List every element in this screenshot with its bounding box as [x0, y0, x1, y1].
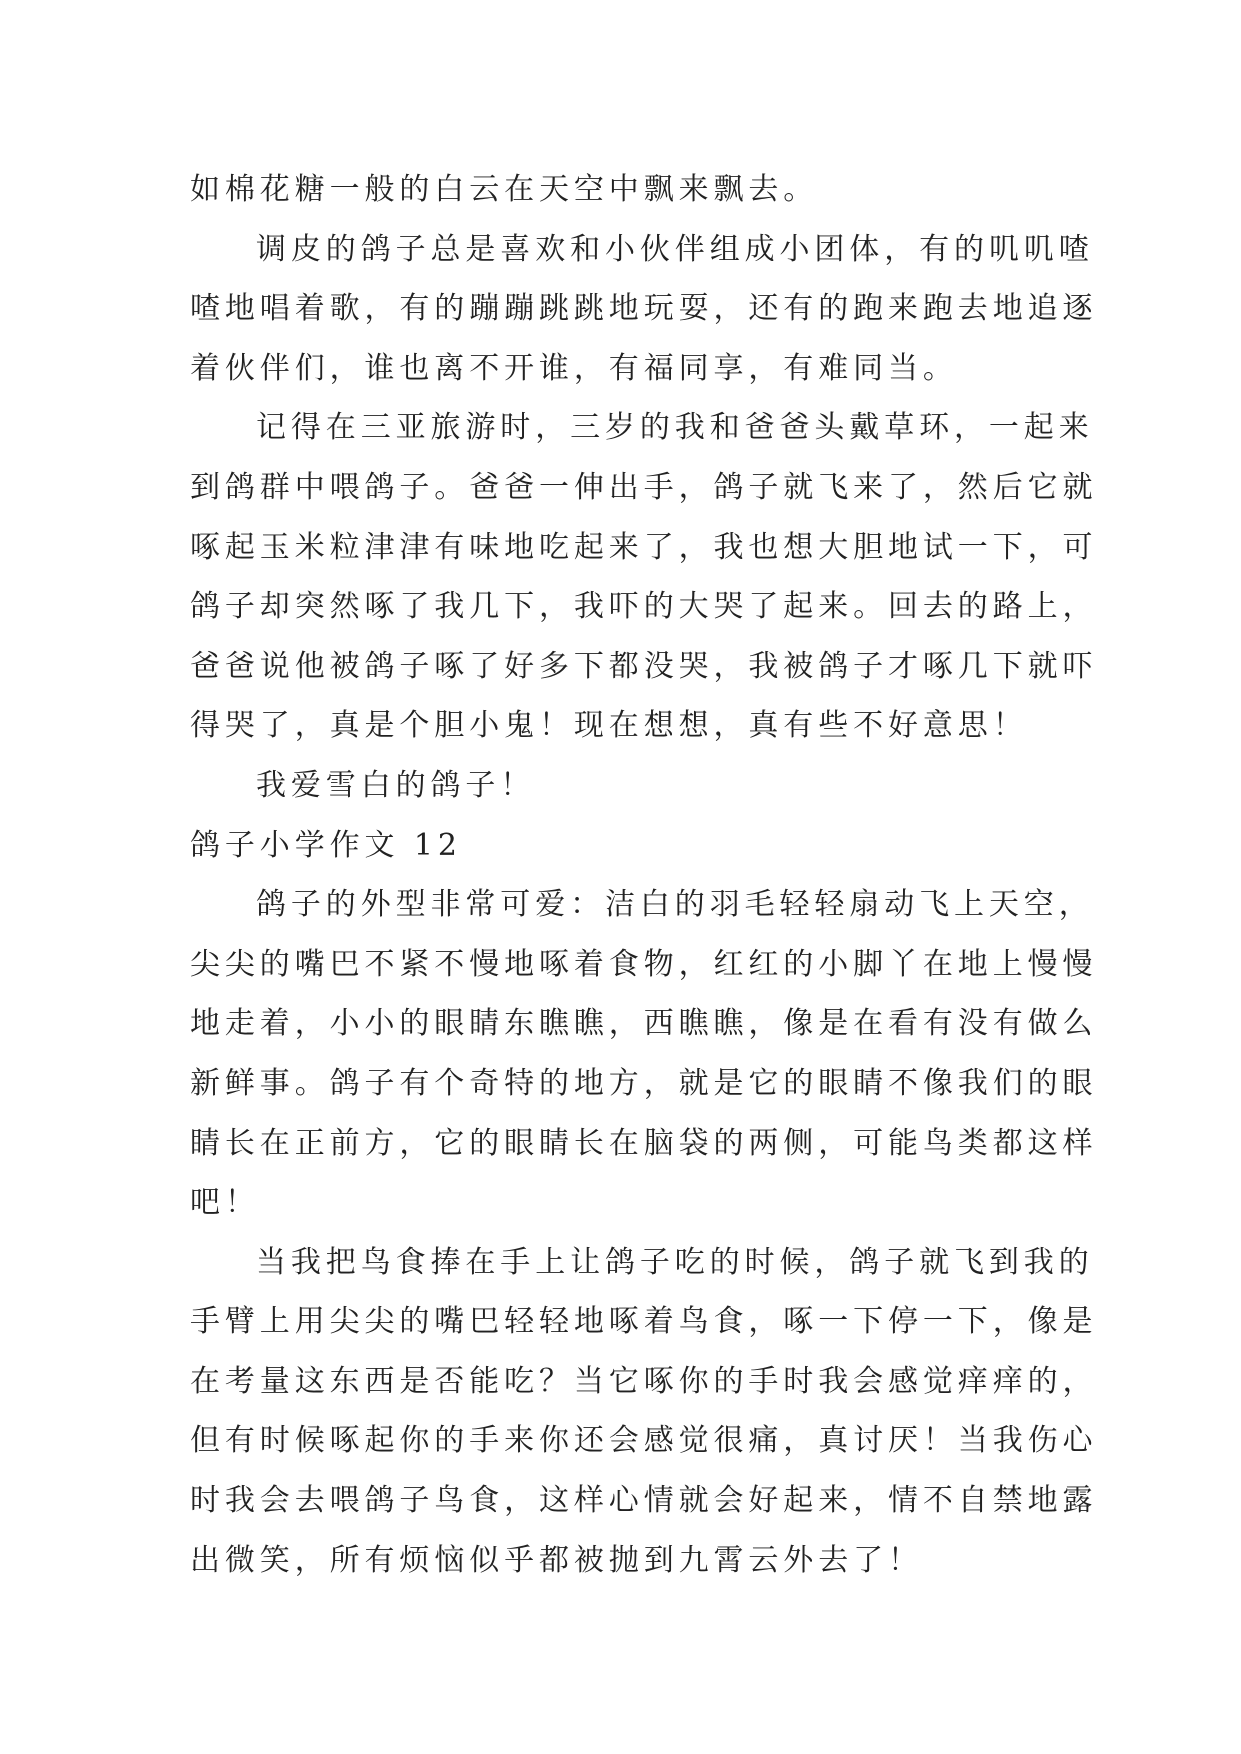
paragraph-first-line: 我爱雪白的鸽子！: [256, 767, 536, 803]
text-line: 爸爸说他被鸽子啄了好多下都没哭，我被鸽子才啄几下就吓: [190, 648, 1098, 684]
text-line: 睛长在正前方，它的眼睛长在脑袋的两侧，可能鸟类都这样: [190, 1125, 1098, 1161]
text-line: 地走着，小小的眼睛东瞧瞧，西瞧瞧，像是在看有没有做么: [190, 1006, 1098, 1042]
text-line: 时我会去喂鸽子鸟食，这样心情就会好起来，情不自禁地露: [190, 1483, 1098, 1519]
paragraph-first-line: 鸽子的外型非常可爱：洁白的羽毛轻轻扇动飞上天空，: [256, 887, 1094, 923]
text-line: 吧！: [190, 1185, 260, 1221]
text-line: 到鸽群中喂鸽子。爸爸一伸出手，鸽子就飞来了，然后它就: [190, 469, 1098, 505]
document-body: [190, 160, 1098, 1590]
paragraph-first-line: 当我把鸟食捧在手上让鸽子吃的时候，鸽子就飞到我的: [256, 1244, 1094, 1280]
text-line: 新鲜事。鸽子有个奇特的地方，就是它的眼睛不像我们的眼: [190, 1065, 1098, 1101]
section-heading: 鸽子小学作文 12: [190, 827, 462, 863]
text-line: 啄起玉米粒津津有味地吃起来了，我也想大胆地试一下，可: [190, 529, 1098, 565]
text-line: 着伙伴们，谁也离不开谁，有福同享，有难同当。: [190, 350, 958, 386]
text-line: 出微笑，所有烦恼似乎都被抛到九霄云外去了！: [190, 1542, 923, 1578]
text-line: 如棉花糖一般的白云在天空中飘来飘去。: [190, 172, 819, 207]
text-line: 在考量这东西是否能吃？当它啄你的手时我会感觉痒痒的，: [190, 1363, 1098, 1399]
text-line: 尖尖的嘴巴不紧不慢地啄着食物，红红的小脚丫在地上慢慢: [190, 946, 1098, 982]
paragraph-first-line: 记得在三亚旅游时，三岁的我和爸爸头戴草环，一起来: [256, 410, 1094, 446]
text-line: 手臂上用尖尖的嘴巴轻轻地啄着鸟食，啄一下停一下，像是: [190, 1304, 1098, 1340]
text-line: 得哭了，真是个胆小鬼！现在想想，真有些不好意思！: [190, 708, 1028, 744]
paragraph-first-line: 调皮的鸽子总是喜欢和小伙伴组成小团体，有的叽叽喳: [256, 231, 1094, 267]
text-line: 鸽子却突然啄了我几下，我吓的大哭了起来。回去的路上，: [190, 589, 1098, 625]
text-line: 但有时候啄起你的手来你还会感觉很痛，真讨厌！当我伤心: [190, 1423, 1098, 1459]
text-line: 喳地唱着歌，有的蹦蹦跳跳地玩耍，还有的跑来跑去地追逐: [190, 291, 1098, 327]
